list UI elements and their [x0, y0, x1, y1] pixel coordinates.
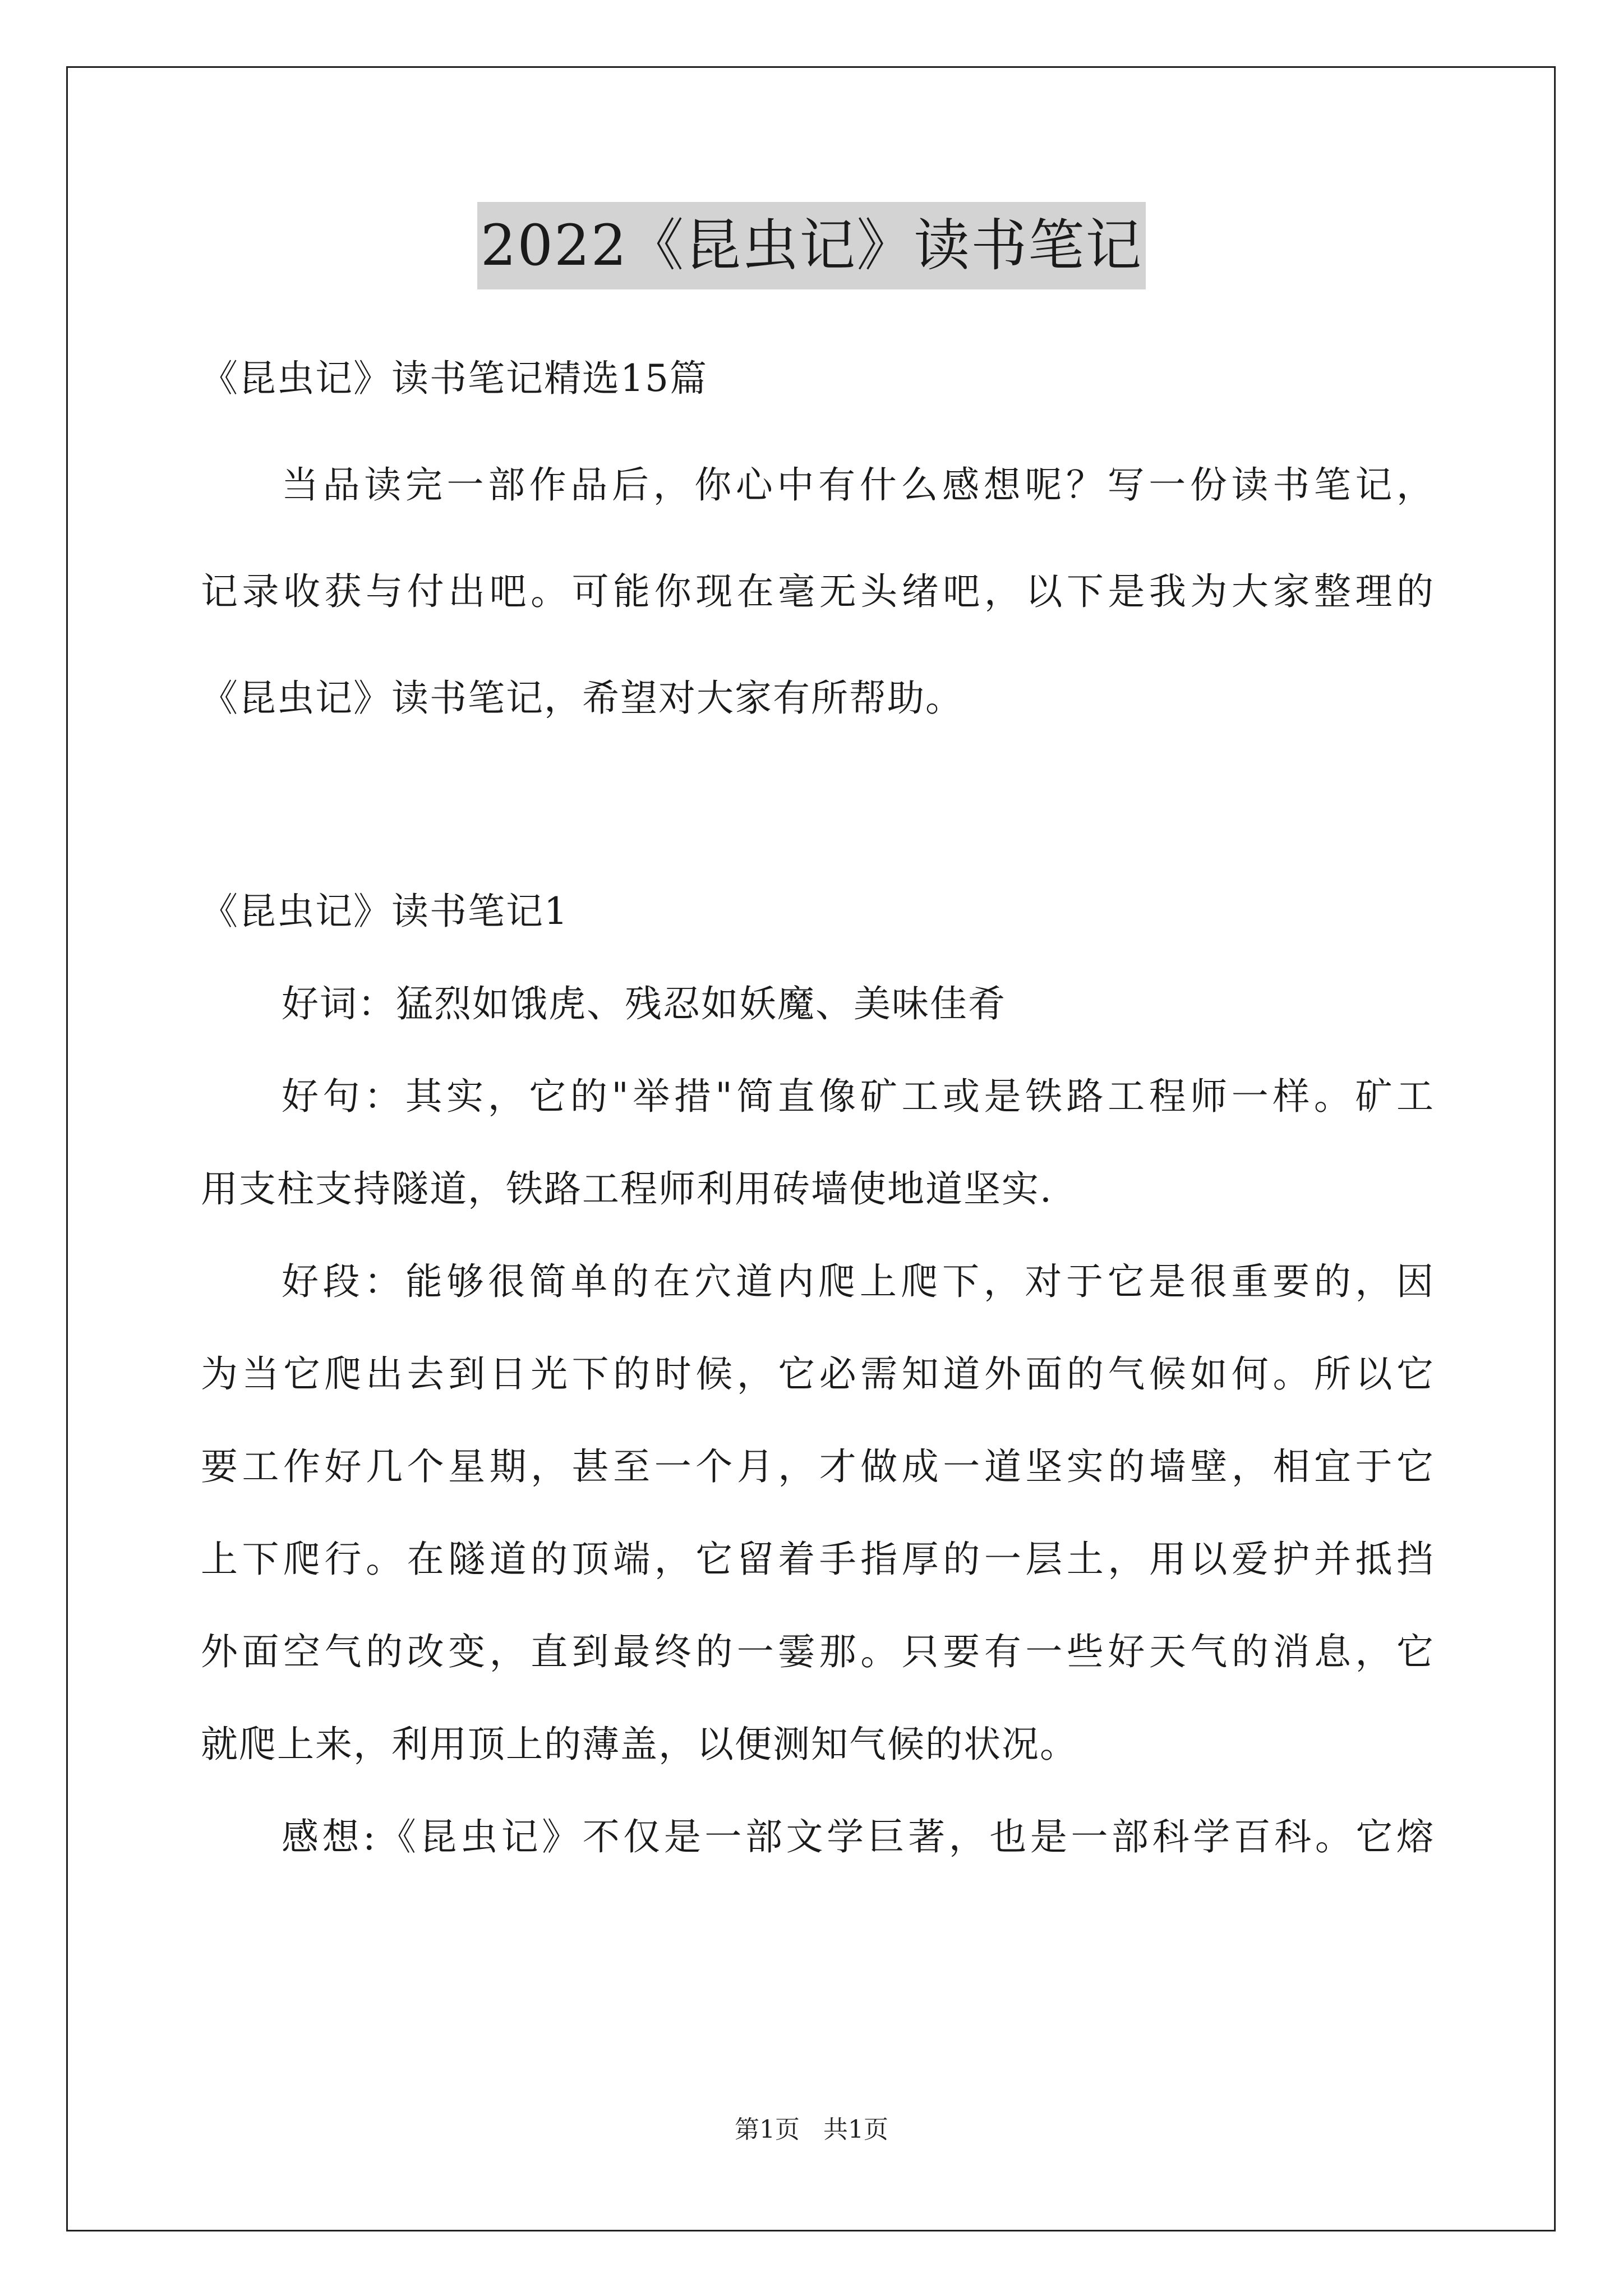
- good-paragraph-line-2: 为当它爬出去到日光下的时候，它必需知道外面的气候如何。所以它: [201, 1352, 1435, 1396]
- document-title: 2022《昆虫记》读书笔记: [477, 202, 1146, 289]
- page-number: 第1页: [735, 2115, 800, 2144]
- document-body: [201, 337, 1435, 1888]
- good-paragraph-line-1: 好段：能够很简单的在穴道内爬上爬下，对于它是很重要的，因: [282, 1260, 1435, 1303]
- section-heading: 《昆虫记》读书笔记1: [201, 890, 569, 933]
- good-paragraph-line-5: 外面空气的改变，直到最终的一霎那。只要有一些好天气的消息，它: [201, 1630, 1435, 1673]
- good-paragraph-line-3: 要工作好几个星期，甚至一个月，才做成一道坚实的墙壁，相宜于它: [201, 1445, 1435, 1488]
- good-sentence-line-1: 好句：其实，它的"举措"简直像矿工或是铁路工程师一样。矿工: [282, 1075, 1435, 1118]
- thoughts-line: 感想:《昆虫记》不仅是一部文学巨著，也是一部科学百科。它熔: [282, 1815, 1435, 1858]
- good-words: 好词：猛烈如饿虎、残忍如妖魔、美味佳肴: [282, 982, 1006, 1025]
- intro-line-2: 记录收获与付出吧。可能你现在毫无头绪吧，以下是我为大家整理的: [201, 570, 1435, 613]
- good-paragraph-line-4: 上下爬行。在隧道的顶端，它留着手指厚的一层土，用以爱护并抵挡: [201, 1538, 1435, 1581]
- subtitle: 《昆虫记》读书笔记精选15篇: [201, 357, 708, 400]
- intro-line-3: 《昆虫记》读书笔记，希望对大家有所帮助。: [201, 677, 963, 720]
- page-footer: [0, 2109, 1623, 2145]
- page-total: 共1页: [823, 2115, 888, 2144]
- intro-line-1: 当品读完一部作品后，你心中有什么感想呢？写一份读书笔记，: [282, 463, 1435, 507]
- good-sentence-line-2: 用支柱支持隧道，铁路工程师利用砖墙使地道坚实.: [201, 1167, 1053, 1211]
- blank-line: [201, 763, 1435, 869]
- good-paragraph-line-6: 就爬上来，利用顶上的薄盖，以便测知气候的状况。: [201, 1723, 1078, 1766]
- title-container: [0, 202, 1623, 289]
